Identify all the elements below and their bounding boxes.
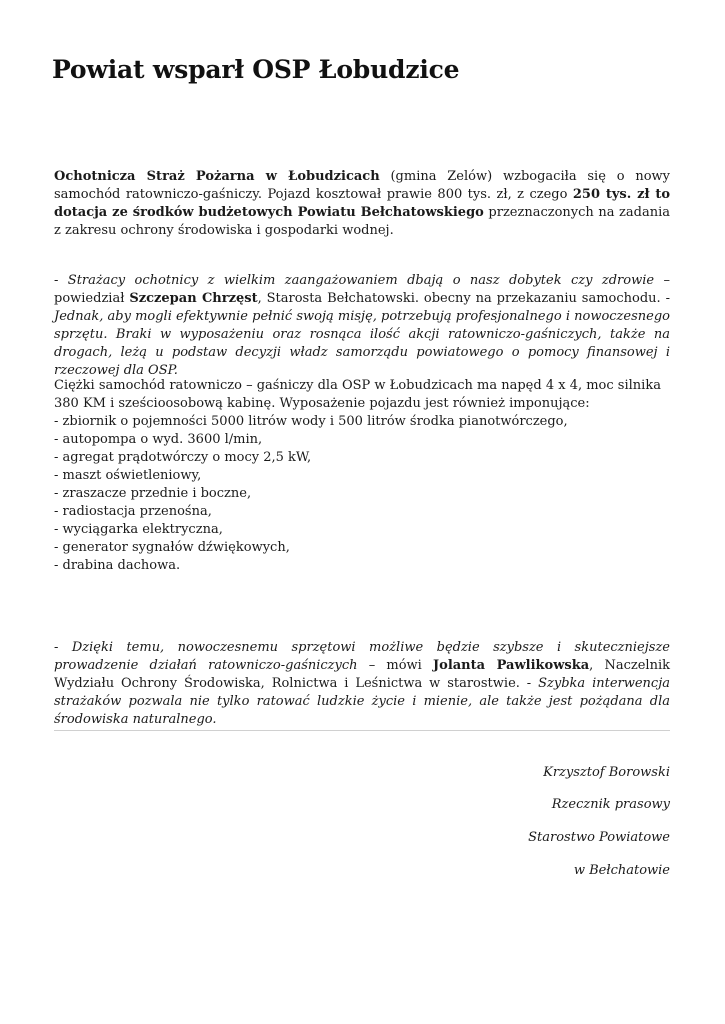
- signature-office: Starostwo Powiatowe: [528, 830, 670, 845]
- speaker-name: Szczepan Chrzęst: [129, 291, 258, 306]
- list-item: - radiostacja przenośna,: [54, 504, 212, 519]
- list-item: - wyciągarka elektryczna,: [54, 522, 223, 537]
- divider: [54, 730, 670, 731]
- speaker-role: , Starosta Bełchatowski. obecny na przekazaniu samochodu. -: [257, 291, 670, 306]
- list-item: - zraszacze przednie i boczne,: [54, 486, 252, 501]
- grant-amount: 250 tys. zł to dotacja ze środków budżetowych Powiatu Bełchatowskiego: [54, 187, 670, 220]
- signature-role: Rzecznik prasowy: [551, 797, 670, 812]
- quote-paragraph-naczelnik: [54, 639, 670, 729]
- list-item: - autopompa o wyd. 3600 l/min,: [54, 432, 263, 447]
- intro-text: (gmina Zelów) wzbogaciła się o nowy samochód ratowniczo-gaśniczy. Pojazd kosztował prawie 800 tys. zł, z czego: [54, 169, 670, 202]
- speaker-name: Jolanta Pawlikowska: [433, 658, 590, 673]
- list-item: - zbiornik o pojemności 5000 litrów wody i 500 litrów środka pianotwórczego,: [54, 414, 568, 429]
- quote-paragraph-starosta: [54, 272, 670, 380]
- list-item: - maszt oświetleniowy,: [54, 468, 202, 483]
- intro-text-end: przeznaczonych na zadania z zakresu ochrony środowiska i gospodarki wodnej.: [54, 205, 670, 238]
- list-item: - drabina dachowa.: [54, 558, 181, 573]
- quote-attribution: – powiedział: [54, 273, 670, 306]
- quote-part-1: - Dzięki temu, nowoczesnemu sprzętowi możliwe będzie szybsze i skuteczniejsze prowadzenie działań ratowniczo-gaśniczych: [54, 640, 670, 673]
- intro-paragraph: [54, 168, 670, 240]
- quote-part-1: - Strażacy ochotnicy z wielkim zaangażowaniem dbają o nasz dobytek czy zdrowie: [54, 273, 655, 288]
- quote-part-2: Szybka interwencja strażaków pozwala nie tylko ratować ludzkie życie i mienie, ale także jest pożądana dla środowiska naturalnego.: [54, 676, 670, 727]
- signature-place: w Bełchatowie: [573, 863, 670, 878]
- signature-name: Krzysztof Borowski: [543, 765, 670, 780]
- speaker-role: , Naczelnik Wydziału Ochrony Środowiska, Rolnictwa i Leśnictwa w starostwie. -: [54, 658, 670, 691]
- equipment-section: [54, 377, 670, 575]
- quote-part-2: Jednak, aby mogli efektywnie pełnić swoją misję, potrzebują profesjonalnego i nowoczesnego sprzętu. Braki w wyposażeniu oraz rosnąca ilość akcji ratowniczo-gaśniczych, także na drogach, leżą u podstaw decyzji władz samorządu powiatowego o pomocy finansowej i rzeczowej dla OSP.: [54, 309, 670, 378]
- equipment-list: [54, 413, 670, 575]
- page-title: Powiat wsparł OSP Łobudzice: [52, 55, 460, 84]
- equipment-intro: Ciężki samochód ratowniczo – gaśniczy dla OSP w Łobudzicach ma napęd 4 x 4, moc silnika 380 KM i sześcioosobową kabinę. Wyposażenie pojazdu jest również imponujące:: [54, 378, 661, 411]
- list-item: - generator sygnałów dźwiękowych,: [54, 540, 290, 555]
- list-item: - agregat prądotwórczy o mocy 2,5 kW,: [54, 450, 312, 465]
- osp-name: Ochotnicza Straż Pożarna w Łobudzicach: [54, 169, 380, 184]
- quote-attribution: – mówi: [357, 658, 433, 673]
